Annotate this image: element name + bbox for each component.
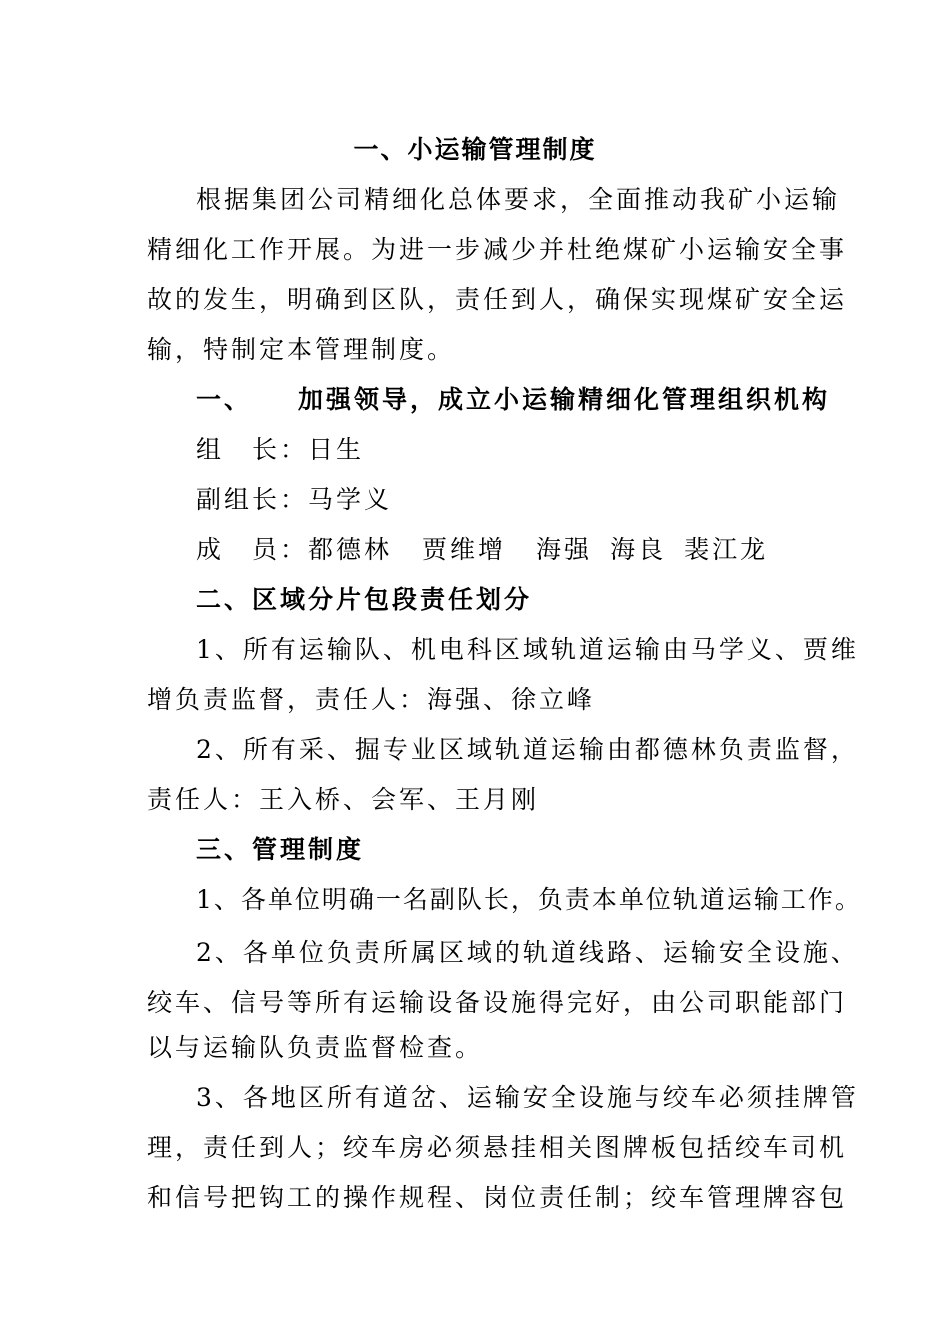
section3-line-1: 1、各单位明确一名副队长，负责本单位轨道运输工作。: [196, 885, 862, 914]
section3-line-6: 理，责任到人；绞车房必须悬挂相关图牌板包括绞车司机: [147, 1133, 848, 1162]
section3-line-3: 绞车、信号等所有运输设备设施得完好，由公司职能部门: [147, 988, 848, 1017]
deputy-label: 副组长：: [196, 485, 309, 514]
members-label: 成 员：: [196, 535, 309, 564]
leader-label: 组 长：: [196, 435, 309, 464]
section2-line-1: 1、所有运输队、机电科区域轨道运输由马学义、贾维: [196, 635, 859, 664]
section2-heading: 二、区域分片包段责任划分: [196, 585, 533, 614]
leader-row: [196, 432, 816, 468]
intro-line-2: 精细化工作开展。为进一步减少并杜绝煤矿小运输安全事: [147, 235, 848, 264]
intro-line-1: 根据集团公司精细化总体要求，全面推动我矿小运输: [196, 185, 841, 214]
member-name: 海良: [610, 535, 667, 564]
members-row: [196, 532, 816, 568]
deputy-row: [196, 482, 816, 518]
intro-line-3: 故的发生，明确到区队，责任到人，确保实现煤矿安全运: [147, 285, 848, 314]
section3-line-5: 3、各地区所有道岔、运输安全设施与绞车必须挂牌管: [196, 1083, 859, 1112]
section2-line-3: 2、所有采、掘专业区域轨道运输由都德林负责监督，: [196, 735, 859, 764]
section1-heading: [196, 382, 831, 418]
section1-heading-text: 加强领导，成立小运输精细化管理组织机构: [298, 385, 831, 414]
intro-line-4: 输，特制定本管理制度。: [147, 335, 456, 364]
section2-line-2: 增负责监督，责任人：海强、徐立峰: [147, 685, 596, 714]
member-name: 贾维增: [422, 535, 507, 564]
section1-number: 一、: [196, 385, 253, 414]
document-title: 一、小运输管理制度: [353, 135, 597, 164]
section3-heading: 三、管理制度: [196, 835, 365, 864]
leader-name: 日生: [308, 435, 365, 464]
section3-line-4: 以与运输队负责监督检查。: [147, 1033, 484, 1062]
section2-line-4: 责任人：王入桥、会军、王月刚: [147, 785, 540, 814]
member-name: 裴江龙: [684, 535, 769, 564]
member-name: 都德林: [308, 535, 393, 564]
deputy-name: 马学义: [308, 485, 393, 514]
member-name: 海强: [536, 535, 593, 564]
section3-line-2: 2、各单位负责所属区域的轨道线路、运输安全设施、: [196, 938, 859, 967]
section3-line-7: 和信号把钩工的操作规程、岗位责任制；绞车管理牌容包: [147, 1183, 848, 1212]
